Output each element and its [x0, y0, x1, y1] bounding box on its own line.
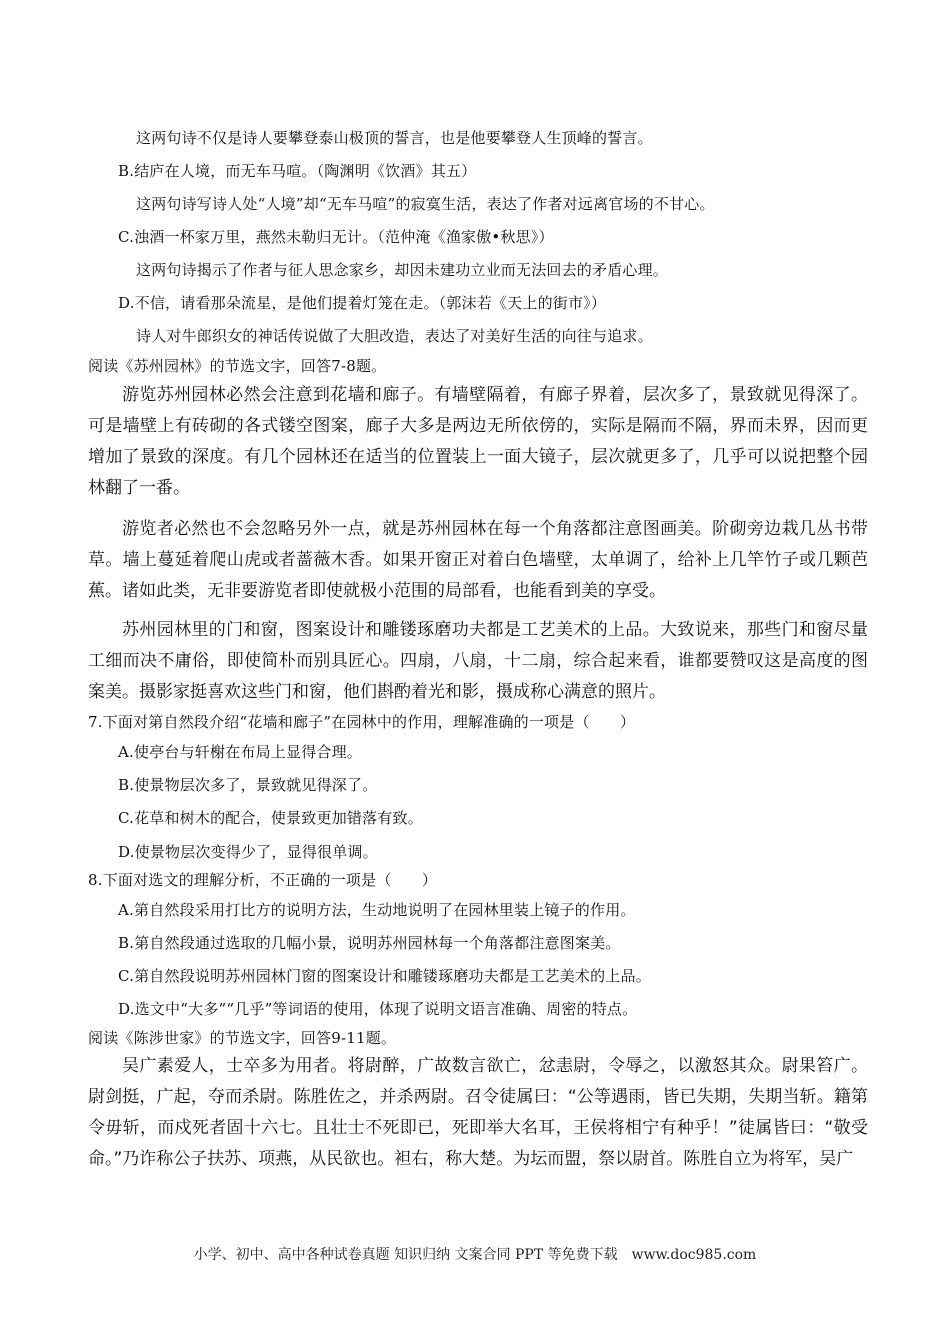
page-footer: 小学、初中、高中各种试卷真题 知识归纳 文案合同 PPT 等免费下载 www.doc985.com — [193, 1247, 757, 1263]
question-8-option-a: A.第自然段采用打比方的说明方法，生动地说明了在园林里装上镜子的作用。 — [118, 901, 636, 919]
option-a-analysis: 这两句诗不仅是诗人要攀登泰山极顶的誓言，也是他要攀登人生顶峰的誓言。 — [136, 129, 653, 147]
option-c-analysis: 这两句诗揭示了作者与征人思念家乡，却因未建功立业而无法回去的矛盾心理。 — [136, 261, 669, 279]
option-b: B.结庐在人境，而无车马喧。（陶渊明《饮酒》其五） — [118, 162, 477, 180]
chensheng-paragraph: 吴广素爱人，士卒多为用者。将尉醉，广故数言欲亡，忿恚尉，令辱之，以激怒其众。尉果笞广。尉剑挺，广起，夺而杀尉。陈胜佐之，并杀两尉。召令徒属曰：“公等遇雨，皆已失期，失期当斩。籍第令毋斩，而戍死者固十六七。且壮士不死即已，死即举大名耳，王侯将相宁有种乎！”徒属皆曰：“敬受命。”乃诈称公子扶苏、项燕，从民欲也。袒右，称大楚。为坛而盟，祭以尉首。陈胜自立为将军，吴广 — [88, 1056, 868, 1169]
question-7-option-c: C.花草和树木的配合，使景致更加错落有致。 — [118, 809, 423, 827]
question-8-option-b: B.第自然段通过选取的几幅小景，说明苏州园林每一个角落都注意图案美。 — [118, 934, 621, 952]
chensheng-intro: 阅读《陈涉世家》的节选文字，回答9-11题。 — [88, 1029, 397, 1047]
question-7-stem: 7.下面对第自然段介绍“花墙和廊子”在园林中的作用，理解准确的一项是（ ） — [88, 713, 636, 731]
suzhou-paragraph-3: 苏州园林里的门和窗，图案设计和雕镂琢磨功夫都是工艺美术的上品。大致说来，那些门和窗尽量工细而决不庸俗，即使简朴而别具匠心。四扇，八扇，十二扇，综合起来看，谁都要赞叹这是高度的图案美。摄影家挺喜欢这些门和窗，他们斟酌着光和影，摄成称心满意的照片。 — [88, 620, 868, 702]
question-8-option-d: D.选文中“大多”“几乎”等词语的使用，体现了说明文语言准确、周密的特点。 — [118, 1000, 638, 1018]
question-8-option-c: C.第自然段说明苏州园林门窗的图案设计和雕镂琢磨功夫都是工艺美术的上品。 — [118, 967, 651, 985]
suzhou-paragraph-2: 游览者必然也不会忽略另外一点，就是苏州园林在每一个角落都注意图画美。阶砌旁边栽几丛书带草。墙上蔓延着爬山虎或者蔷薇木香。如果开窗正对着白色墙壁，太单调了，给补上几竿竹子或几颗芭蕉。诸如此类，无非要游览者即使就极小范围的局部看，也能看到美的享受。 — [88, 519, 868, 601]
suzhou-paragraph-1: 游览苏州园林必然会注意到花墙和廊子。有墙壁隔着，有廊子界着，层次多了，景致就见得深了。可是墙壁上有砖砌的各式镂空图案，廊子大多是两边无所依傍的，实际是隔而不隔，界而未界，因而更增加了景致的深度。有几个园林还在适当的位置装上一面大镜子，层次就更多了，几乎可以说把整个园林翻了一番。 — [88, 385, 868, 498]
option-d-analysis: 诗人对牛郎织女的神话传说做了大胆改造，表达了对美好生活的向往与追求。 — [136, 327, 653, 345]
option-d: D.不信，请看那朵流星，是他们提着灯笼在走。（郭沫若《天上的街市》） — [118, 294, 607, 312]
option-b-analysis: 这两句诗写诗人处“人境”却“无车马喧”的寂寞生活，表达了作者对远离官场的不甘心。 — [136, 195, 715, 213]
question-7-option-b: B.使景物层次多了，景致就见得深了。 — [118, 776, 378, 794]
question-7-option-d: D.使景物层次变得少了，显得很单调。 — [118, 843, 378, 861]
question-8-stem: 8.下面对选文的理解分析，不正确的一项是（ ） — [88, 871, 438, 889]
question-7-option-a: A.使亭台与轩榭在布局上显得合理。 — [118, 743, 363, 761]
suzhou-intro: 阅读《苏州园林》的节选文字，回答7-8题。 — [88, 357, 387, 375]
option-c: C.浊酒一杯家万里，燕然未勒归无计。（范仲淹《渔家傲•秋思》） — [118, 228, 554, 246]
